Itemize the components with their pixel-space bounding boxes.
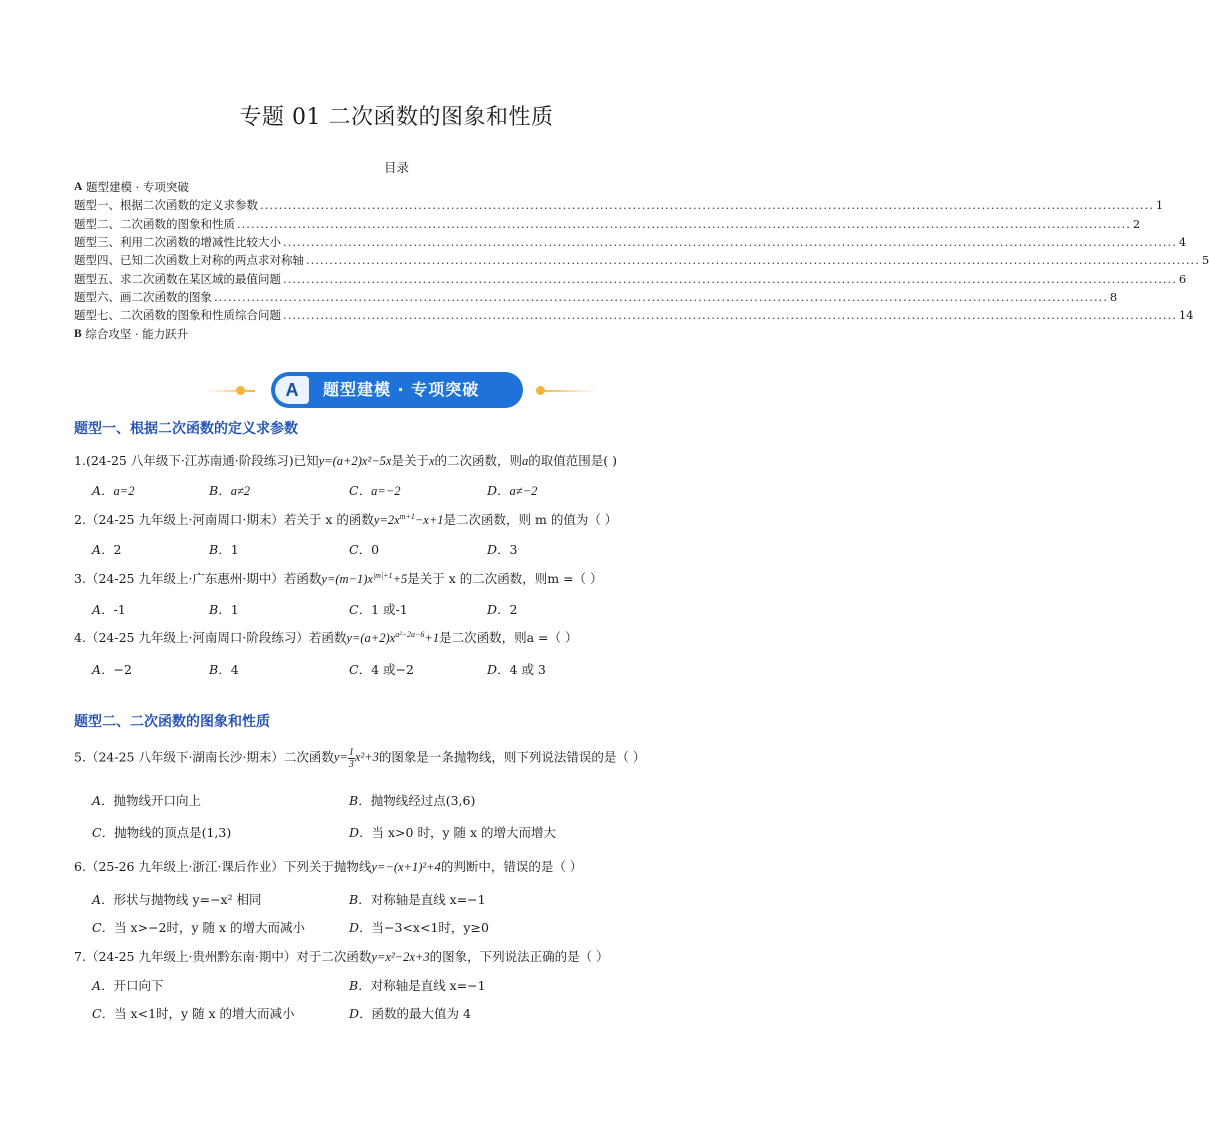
option-a[interactable]: A．形状与抛物线 y=−x² 相同: [92, 892, 262, 907]
toc-heading: 目录: [383, 160, 409, 175]
question-text: 的二次函数，则: [434, 453, 523, 468]
question-var: x: [428, 454, 435, 468]
toc-leader-dots: ................................................................................................................................................................................................: [214, 289, 1108, 304]
banner-pill: [271, 372, 523, 408]
toc-item-label: 题型五、求二次函数在某区域的最值问题: [74, 271, 281, 286]
toc-item[interactable]: [74, 233, 1187, 251]
question-formula: $y=2x^{m+1}-x+1$: [373, 511, 444, 527]
option-a[interactable]: A．−2: [92, 662, 132, 677]
question-number: 7.: [74, 949, 86, 964]
toc-section-letter: B: [74, 327, 82, 340]
toc-item[interactable]: [74, 196, 1164, 214]
banner-line-left: [205, 390, 255, 392]
question-source: （24-25 九年级上·河南周口·阶段练习）若函数: [85, 630, 347, 645]
option-d[interactable]: D．当 x>0 时，y 随 x 的增大而增大: [349, 825, 556, 840]
question-text: a =（ ）: [526, 630, 578, 645]
option-b[interactable]: B．抛物线经过点(3,6): [349, 793, 476, 808]
question-formula: $y=(m-1)x^{|m|+1}+5$: [321, 570, 408, 586]
toc-item-label: 题型一、根据二次函数的定义求参数: [74, 198, 258, 213]
option-b[interactable]: B．4: [209, 662, 239, 677]
toc-leader-dots: ................................................................................................................................................................................................: [283, 235, 1177, 250]
toc-leader-dots: ................................................................................................................................................................................................: [283, 308, 1177, 323]
question-number: 3.: [74, 571, 86, 586]
question-source: （24-25 九年级上·广东惠州·期中）若函数: [85, 571, 322, 586]
question-2: [74, 510, 734, 528]
question-6: [74, 857, 734, 875]
question-var: a: [522, 454, 529, 468]
option-d[interactable]: D．a≠−2: [487, 483, 538, 498]
question-text: 是二次函数，则 m 的值为（ ）: [443, 512, 618, 527]
question-3: [74, 569, 734, 587]
section-heading: 题型一、根据二次函数的定义求参数: [74, 421, 298, 437]
toc-item-page: 4: [1178, 235, 1187, 250]
option-d[interactable]: D．2: [487, 602, 518, 617]
toc-item-page: 14: [1178, 308, 1194, 323]
question-4: [74, 628, 734, 646]
toc-item-page: 2: [1132, 216, 1141, 231]
toc-leader-dots: ................................................................................................................................................................................................: [306, 253, 1200, 268]
option-d[interactable]: D．4 或 3: [487, 662, 546, 677]
banner-dot-left: [236, 386, 245, 395]
option-b[interactable]: B．1: [209, 542, 239, 557]
question-source: （24-25 九年级上·贵州黔东南·期中）对于二次函数: [85, 949, 372, 964]
toc-leader-dots: ................................................................................................................................................................................................: [237, 216, 1131, 231]
toc-leader-dots: ................................................................................................................................................................................................: [260, 198, 1154, 213]
question-formula: y=−(x+1)²+4: [371, 860, 441, 874]
toc-item-label: 题型三、利用二次函数的增减性比较大小: [74, 235, 281, 250]
question-number: 1.: [74, 453, 86, 468]
toc-item-page: 6: [1178, 271, 1187, 286]
option-c[interactable]: C．抛物线的顶点是(1,3): [92, 825, 232, 840]
option-a[interactable]: A．抛物线开口向上: [92, 793, 202, 808]
toc-item-label: 题型七、二次函数的图象和性质综合问题: [74, 308, 281, 323]
toc-item-label: 题型四、已知二次函数上对称的两点求对称轴: [74, 253, 304, 268]
toc-leader-dots: ................................................................................................................................................................................................: [283, 271, 1177, 286]
banner-letter: A: [275, 376, 309, 404]
question-source: （25-26 九年级上·浙江·课后作业）下列关于抛物线: [85, 859, 372, 874]
toc-item-page: 8: [1109, 289, 1118, 304]
option-b[interactable]: B．对称轴是直线 x=−1: [349, 978, 486, 993]
option-c[interactable]: C．a=−2: [349, 483, 401, 498]
toc-item-label: 题型六、画二次函数的图象: [74, 289, 212, 304]
toc-item[interactable]: [74, 215, 1141, 233]
section-heading: 题型二、二次函数的图象和性质: [74, 714, 270, 730]
question-number: 6.: [74, 859, 86, 874]
toc-item[interactable]: [74, 288, 1118, 306]
option-d[interactable]: D．函数的最大值为 4: [349, 1006, 471, 1021]
toc-section-text: 综合攻坚 · 能力跃升: [85, 326, 189, 341]
option-c[interactable]: C．0: [349, 542, 380, 557]
question-formula: y=(a+2)x²−5x: [318, 454, 392, 468]
option-c[interactable]: C．1 或-1: [349, 602, 408, 617]
question-number: 5.: [74, 749, 86, 765]
option-b[interactable]: B．1: [209, 602, 239, 617]
toc-item[interactable]: [74, 306, 1194, 324]
question-text: 的图象是一条抛物线，则下列说法错误的是（ ）: [378, 749, 646, 765]
option-a[interactable]: A．2: [92, 542, 122, 557]
question-text: 是二次函数，则: [439, 630, 527, 645]
toc-section-b[interactable]: [74, 324, 722, 342]
option-b[interactable]: B．a≠2: [209, 483, 251, 498]
toc-section-a[interactable]: [74, 178, 722, 196]
question-number: 4.: [74, 630, 86, 645]
option-a[interactable]: A．-1: [92, 602, 126, 617]
toc-item[interactable]: [74, 269, 1187, 287]
option-b[interactable]: B．对称轴是直线 x=−1: [349, 892, 486, 907]
question-text: 是关于: [391, 453, 429, 468]
question-formula: y=x²−2x+3: [371, 950, 430, 964]
option-c[interactable]: C．当 x<1时，y 随 x 的增大而减小: [92, 1006, 295, 1021]
option-a[interactable]: A．开口向下: [92, 978, 164, 993]
question-source: （24-25 九年级上·河南周口·期末）若关于 x 的函数: [85, 512, 374, 527]
option-d[interactable]: D．当−3<x<1时，y≥0: [349, 920, 489, 935]
question-text: 的判断中，错误的是（ ）: [440, 859, 583, 874]
toc-section-text: 题型建模 · 专项突破: [85, 180, 189, 195]
question-text: 的图象，下列说法正确的是（ ）: [429, 949, 609, 964]
option-d[interactable]: D．3: [487, 542, 518, 557]
question-7: [74, 947, 734, 965]
question-formula: $y=(a+2)x^{a^2-2a-6}+1$: [346, 629, 440, 645]
toc-item[interactable]: [74, 251, 1209, 269]
question-1: [74, 451, 734, 469]
question-number: 2.: [74, 512, 86, 527]
section-banner: [0, 369, 793, 411]
question-text: 是关于 x 的二次函数，则: [407, 571, 548, 586]
option-c[interactable]: C．4 或−2: [349, 662, 414, 677]
question-text: m =（ ）: [547, 571, 603, 586]
question-text: 的取值范围是( ): [528, 453, 618, 468]
option-c[interactable]: C．当 x>−2时，y 随 x 的增大而减小: [92, 920, 306, 935]
toc-item-page: 5: [1201, 253, 1209, 268]
toc-section-letter: A: [74, 181, 83, 194]
toc-item-page: 1: [1155, 198, 1164, 213]
question-formula: y= $\frac{1}{3}$ x²+3: [333, 747, 379, 770]
toc-item-label: 题型二、二次函数的图象和性质: [74, 216, 235, 231]
table-of-contents: [74, 178, 1209, 343]
page-title: 专题 01 二次函数的图象和性质: [239, 105, 554, 130]
banner-line-right: [538, 390, 598, 392]
banner-text: 题型建模 · 专项突破: [323, 380, 480, 399]
question-source: （24-25 八年级下·湖南长沙·期末）二次函数: [85, 749, 334, 765]
question-source: (24-25 八年级下·江苏南通·阶段练习)已知: [85, 453, 319, 468]
option-a[interactable]: A．a=2: [92, 483, 135, 498]
question-5: [74, 747, 734, 770]
